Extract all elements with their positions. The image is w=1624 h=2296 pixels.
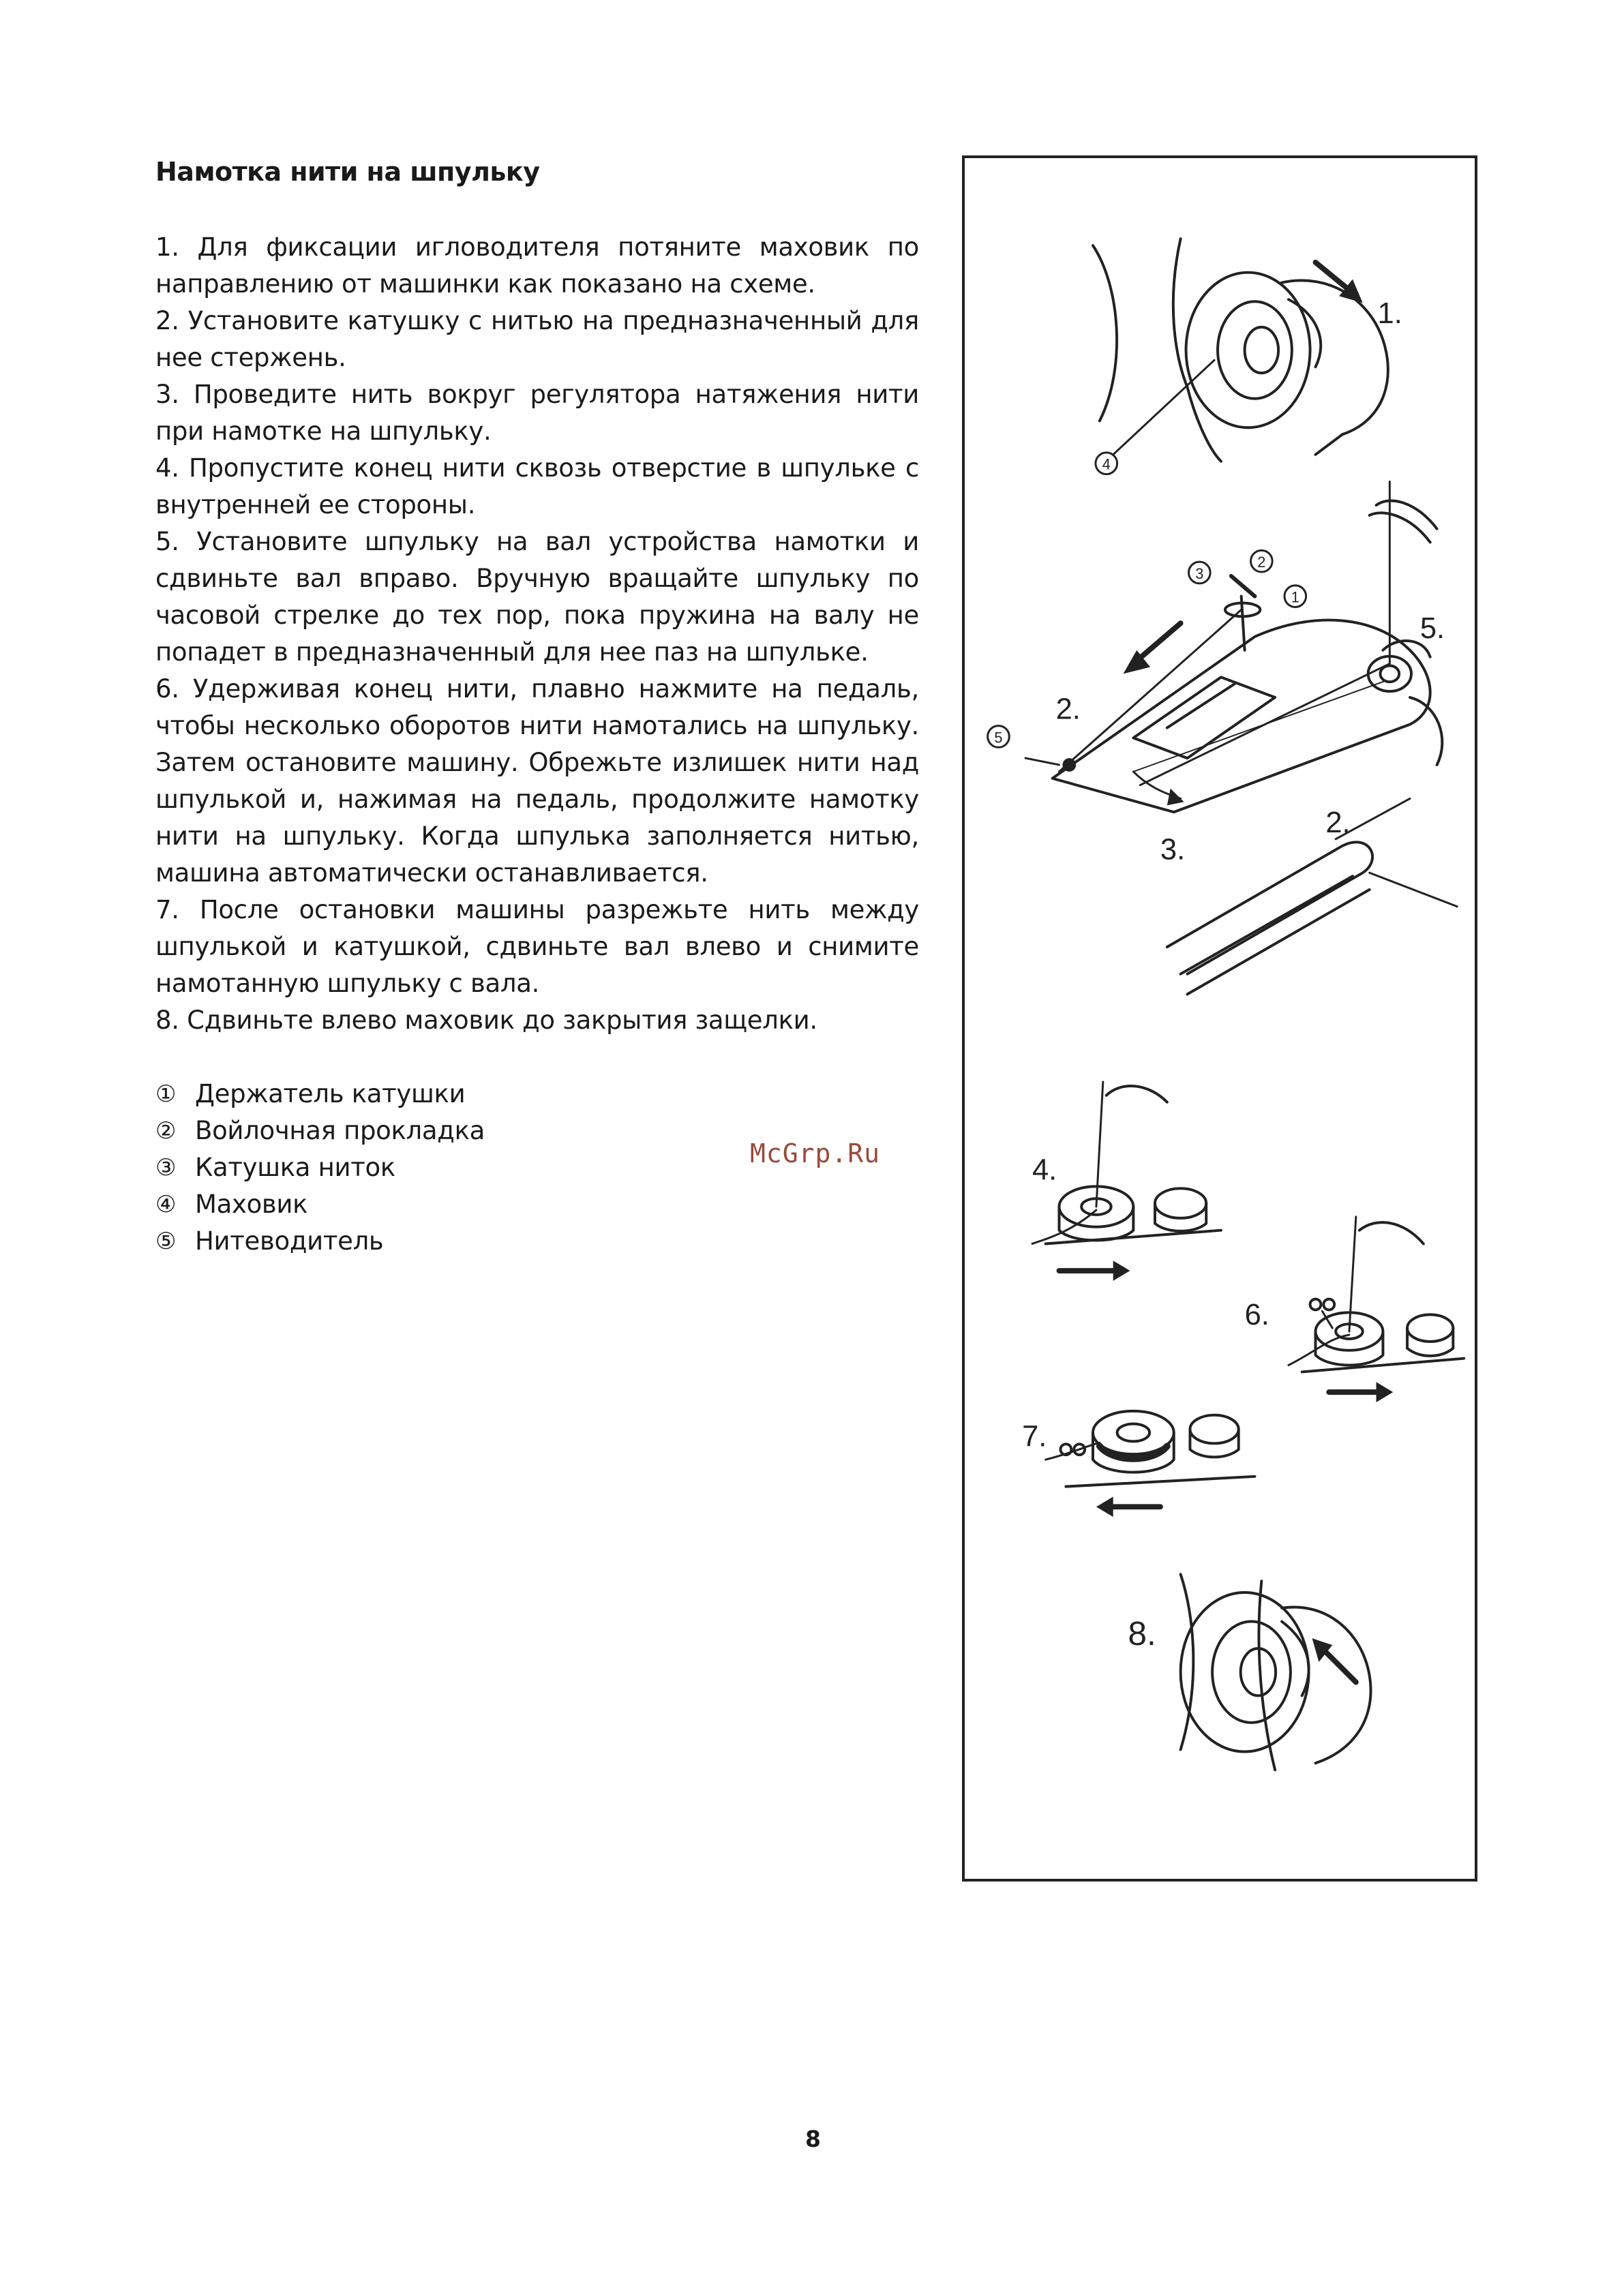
figure-7-full-bobbin — [1022, 1411, 1254, 1517]
section-heading: Намотка нити на шпульку — [155, 157, 540, 187]
legend-number: ① — [155, 1081, 177, 1108]
illustration-panel — [962, 155, 1477, 1882]
legend-label: Нитеводитель — [195, 1226, 384, 1256]
legend-item — [155, 1223, 919, 1260]
figure-4-bobbin — [1032, 1082, 1221, 1281]
legend-number: ③ — [155, 1154, 177, 1181]
bobbin-winding-illustration — [965, 158, 1475, 1879]
figure-label-2b: 2. — [1325, 806, 1351, 839]
figure-label-2: 2. — [1055, 693, 1081, 726]
legend-label: Катушка ниток — [195, 1153, 395, 1182]
figure-8-handwheel — [1128, 1574, 1370, 1770]
page-number: 8 — [805, 2126, 821, 2152]
step-2: 2. Установите катушку с нитью на предназначенный для нее стержень. — [155, 306, 919, 372]
figure-label-4: 4. — [1032, 1153, 1057, 1187]
instruction-text — [155, 157, 919, 1260]
figure-6-start-winding — [1245, 1217, 1464, 1402]
figure-label-7: 7. — [1022, 1420, 1047, 1453]
figure-label-1: 1. — [1377, 297, 1402, 330]
legend-label: Войлочная прокладка — [195, 1116, 485, 1145]
figure-label-5: 5. — [1419, 611, 1445, 645]
callout-2: 2 — [1257, 554, 1266, 571]
figure-label-3: 3. — [1160, 833, 1186, 866]
step-7: 7. После остановки машины разрежьте нить между шпулькой и катушкой, сдвиньте вал влево и снимите намотанную шпульку с вала. — [155, 895, 919, 998]
figure-label-6: 6. — [1244, 1299, 1269, 1332]
legend-number: ② — [155, 1117, 177, 1145]
callout-5: 5 — [994, 729, 1003, 746]
steps-list — [155, 229, 919, 1039]
figure-1-handwheel — [1093, 239, 1402, 474]
legend-item — [155, 1076, 919, 1113]
step-3: 3. Проведите нить вокруг регулятора натяжения нити при намотке на шпульку. — [155, 380, 919, 446]
callout-3: 3 — [1195, 564, 1204, 582]
step-1: 1. Для фиксации игловодителя потяните маховик по направлению от машинки как показано на схеме. — [155, 232, 919, 299]
figure-label-8: 8. — [1128, 1615, 1156, 1653]
step-4: 4. Пропустите конец нити сквозь отверстие в шпульке с внутренней ее стороны. — [155, 453, 919, 519]
step-6: 6. Удерживая конец нити, плавно нажмите на педаль, чтобы несколько оборотов нити намотались на шпульку. Затем остановите машину. Обрежьте излишек нити над шпулькой и, нажимая на педаль, продолжите намотку нити на шпульку. Когда шпулька заполняется нитью, машина автоматически останавливается. — [155, 674, 919, 888]
legend-label: Маховик — [195, 1190, 308, 1219]
callout-1: 1 — [1291, 588, 1299, 606]
callout-4: 4 — [1102, 455, 1111, 473]
figure-2b-tension-groove — [1167, 798, 1457, 994]
legend-number: ⑤ — [155, 1228, 177, 1255]
step-5: 5. Установите шпульку на вал устройства намотки и сдвиньте вал вправо. Вручную вращайте шпульку по часовой стрелке до тех пор, пока пружина на валу не попадет в предназначенный для нее паз на шпульке. — [155, 527, 919, 667]
step-8: 8. Сдвиньте влево маховик до закрытия защелки. — [155, 1006, 817, 1035]
figure-threading-top — [988, 481, 1445, 866]
legend-item — [155, 1186, 919, 1223]
legend-label: Держатель катушки — [195, 1079, 466, 1108]
watermark: McGrp.Ru — [750, 1138, 881, 1168]
legend-number: ④ — [155, 1191, 177, 1218]
